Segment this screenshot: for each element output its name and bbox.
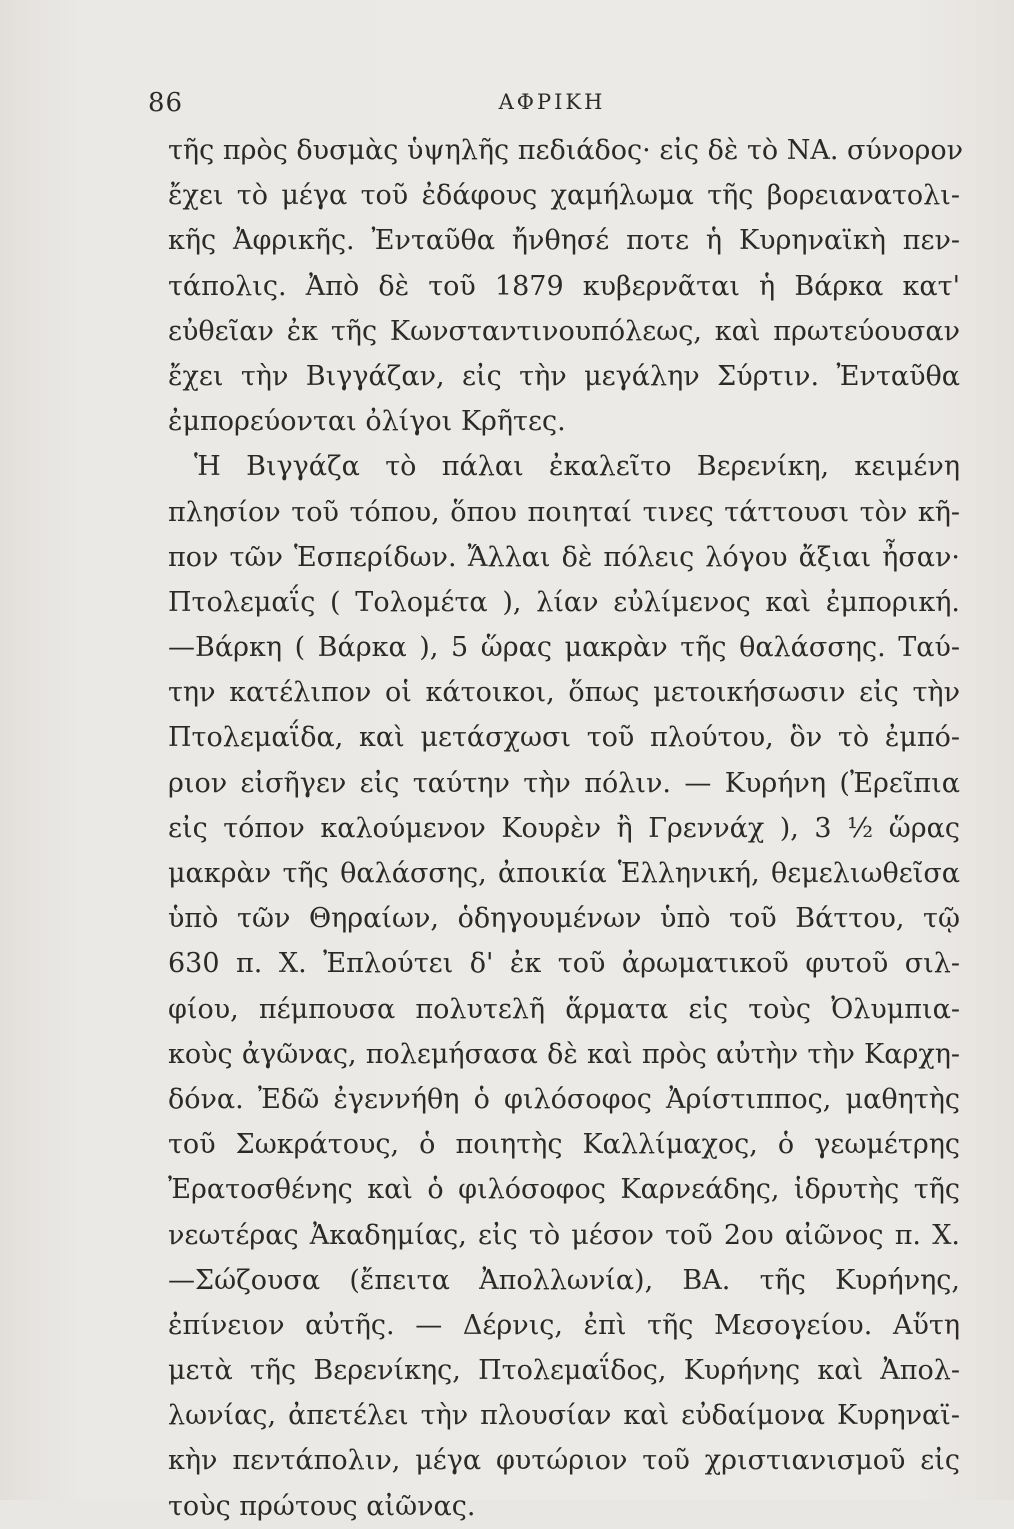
text-line: εἰς τόπον καλούμενον Κουρὲν ἢ Γρεννάχ ), 3 ½ ὥρας — [168, 812, 960, 844]
text-line: μετὰ τῆς Βερενίκης, Πτολεμαΐδος, Κυρήνης καὶ Ἀπολ- — [168, 1355, 960, 1387]
text-line: ριον εἰσῆγεν εἰς ταύτην τὴν πόλιν. — Κυρήνη (Ἐρεῖπια — [168, 767, 960, 799]
text-line: μακρὰν τῆς θαλάσσης, ἀποικία Ἑλληνική, θεμελιωθεῖσα — [168, 858, 960, 889]
text-line: ἔχει τὸ μέγα τοῦ ἐδάφους χαμήλωμα τῆς βορειανατολι- — [168, 180, 960, 212]
text-line: τοὺς πρώτους αἰῶνας. — [168, 1490, 476, 1522]
page-number: 86 — [148, 88, 184, 118]
text-line: ἔχει τὴν Βιγγάζαν, εἰς τὴν μεγάλην Σύρτιν. Ἐνταῦθα — [168, 360, 960, 392]
body-text — [168, 128, 964, 1529]
text-line: κοὺς ἀγῶνας, πολεμήσασα δὲ καὶ πρὸς αὐτὴν τὴν Καρχη- — [168, 1038, 960, 1070]
text-line: —Σώζουσα (ἔπειτα Ἀπολλωνία), ΒΑ. τῆς Κυρήνης, — [168, 1264, 960, 1296]
text-line: πον τῶν Ἑσπερίδων. Ἄλλαι δὲ πόλεις λόγου ἄξιαι ἦσαν· — [168, 541, 960, 573]
text-line: τάπολις. Ἀπὸ δὲ τοῦ 1879 κυβερνᾶται ἡ Βάρκα κατ' — [168, 270, 960, 302]
text-line: Πτολεμαΐς ( Τολομέτα ), λίαν εὐλίμενος καὶ ἐμπορική. — [168, 586, 960, 618]
text-line: ὑπὸ τῶν Θηραίων, ὁδηγουμένων ὑπὸ τοῦ Βάττου, τῷ — [168, 903, 960, 935]
text-line: εὐθεῖαν ἐκ τῆς Κωνσταντινουπόλεως, καὶ πρωτεύουσαν — [168, 315, 960, 347]
text-line: Ἐρατοσθένης καὶ ὁ φιλόσοφος Καρνεάδης, ἱδρυτὴς τῆς — [168, 1174, 960, 1206]
text-line: νεωτέρας Ἀκαδημίας, εἰς τὸ μέσον τοῦ 2ου αἰῶνος π. Χ. — [168, 1219, 960, 1251]
text-line: 630 π. Χ. Ἐπλούτει δ' ἐκ τοῦ ἀρωματικοῦ φυτοῦ σιλ- — [168, 948, 960, 980]
text-line: κῆς Ἀφρικῆς. Ἐνταῦθα ἤνθησέ ποτε ἡ Κυρηναϊκὴ πεν- — [168, 225, 960, 257]
text-line: ἐπίνειον αὐτῆς. — Δέρνις, ἐπὶ τῆς Μεσογείου. Αὕτη — [168, 1309, 960, 1341]
page-header — [148, 88, 956, 124]
text-line: πλησίον τοῦ τόπου, ὅπου ποιηταί τινες τάττουσι τὸν κῆ- — [168, 496, 960, 528]
running-title: ΑΦΡΙΚΗ — [498, 90, 606, 114]
text-line: Πτολεμαΐδα, καὶ μετάσχωσι τοῦ πλούτου, ὃν τὸ ἐμπό- — [168, 722, 960, 754]
text-line: Ἡ Βιγγάζα τὸ πάλαι ἐκαλεῖτο Βερενίκη, κειμένη — [194, 451, 960, 483]
text-line: φίου, πέμπουσα πολυτελῆ ἅρματα εἰς τοὺς Ὀλυμπια- — [168, 993, 960, 1025]
text-line: την κατέλιπον οἱ κάτοικοι, ὅπως μετοικήσωσιν εἰς τὴν — [168, 677, 960, 709]
text-line: λωνίας, ἀπετέλει τὴν πλουσίαν καὶ εὐδαίμονα Κυρηναϊ- — [168, 1400, 960, 1432]
text-line: τῆς πρὸς δυσμὰς ὑψηλῆς πεδιάδος· εἰς δὲ τὸ ΝΑ. σύνορον — [168, 135, 964, 166]
text-line: —Βάρκη ( Βάρκα ), 5 ὥρας μακρὰν τῆς θαλάσσης. Ταύ- — [168, 632, 960, 664]
text-line: κὴν πεντάπολιν, μέγα φυτώριον τοῦ χριστιανισμοῦ εἰς — [168, 1445, 960, 1477]
text-line: ἐμπορεύονται ὀλίγοι Κρῆτες. — [168, 406, 566, 438]
text-line: τοῦ Σωκράτους, ὁ ποιητὴς Καλλίμαχος, ὁ γεωμέτρης — [168, 1129, 960, 1161]
text-line: δόνα. Ἐδῶ ἐγεννήθη ὁ φιλόσοφος Ἀρίστιππος, μαθητὴς — [168, 1083, 960, 1115]
